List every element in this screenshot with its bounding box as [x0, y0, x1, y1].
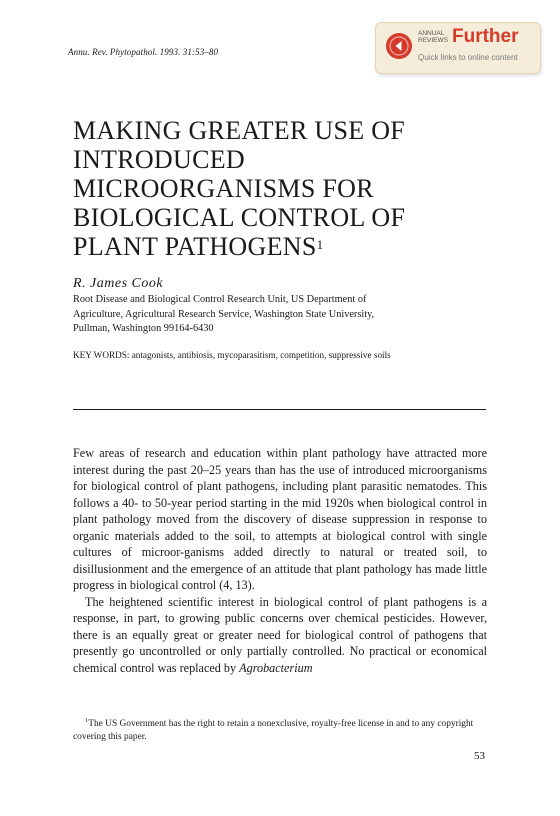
further-arrow-icon: [386, 33, 412, 59]
keywords: [73, 350, 503, 360]
journal-citation: Annu. Rev. Phytopathol. 1993. 31:53–80: [68, 47, 219, 57]
affiliation-line: Agriculture, Agricultural Research Service, Washington State University,: [73, 308, 375, 320]
page-number: 53: [474, 750, 485, 762]
footnote-mark: 1: [85, 717, 89, 724]
further-tagline: Quick links to online content: [418, 53, 518, 62]
author-affiliation: [73, 293, 493, 337]
further-wordmark: Further: [452, 26, 519, 47]
title-line: MAKING GREATER USE OF: [73, 116, 406, 145]
body-paragraph: [73, 594, 487, 677]
paragraph-text: The heightened scientific interest in biological control of plant pathogens is a response, in part, to growing public concerns over chemical pesticides. However, there is an equally great or greater need for biological control of pathogens that presently go uncontrolled or only partially controlled. No practical or economical chemical control was replaced by: [73, 594, 487, 675]
further-links-badge[interactable]: [375, 22, 541, 74]
affiliation-line: Root Disease and Biological Control Research Unit, US Department of: [73, 294, 367, 305]
title-line: MICROORGANISMS FOR: [73, 174, 374, 203]
keywords-label: KEY WORDS:: [73, 350, 130, 360]
title-footnote-mark[interactable]: 1: [316, 237, 324, 252]
body-paragraph: Few areas of research and education within plant pathology have attracted more interest during the past 20–25 years than has the use of introduced microorganisms for biological control of plant pathogens, including plant parasitic nematodes. This follows a 40- to 50-year period starting in the mid 1920s when biological control in plant pathology moved from the discovery of disease suppression in response to organic materials added to the soil, to attempts at biological control with single cultures of microor-ganisms added directly to natural or treated soil, to disillusionment and the emergence of an attitude that plant pathology has made little progress in biological control (4, 13).: [73, 446, 487, 592]
italic-term: Agrobacterium: [239, 660, 313, 675]
article-title: [73, 116, 513, 261]
author-name: R. James Cook: [73, 276, 164, 291]
article-body: [73, 445, 487, 676]
title-line: BIOLOGICAL CONTROL OF: [73, 203, 406, 232]
title-line: INTRODUCED: [73, 145, 245, 174]
title-line: PLANT PATHOGENS: [73, 232, 317, 261]
footnote-text: The US Government has the right to retain a nonexclusive, royalty-free license in and to any copyright covering this paper.: [73, 719, 474, 743]
further-publisher-label: ANNUAL REVIEWS: [418, 30, 448, 44]
affiliation-line: Pullman, Washington 99164-6430: [73, 323, 214, 334]
footnote: [73, 714, 491, 744]
section-divider: [73, 409, 486, 410]
keywords-list: antagonists, antibiosis, mycoparasitism, competition, suppressive soils: [131, 350, 391, 360]
